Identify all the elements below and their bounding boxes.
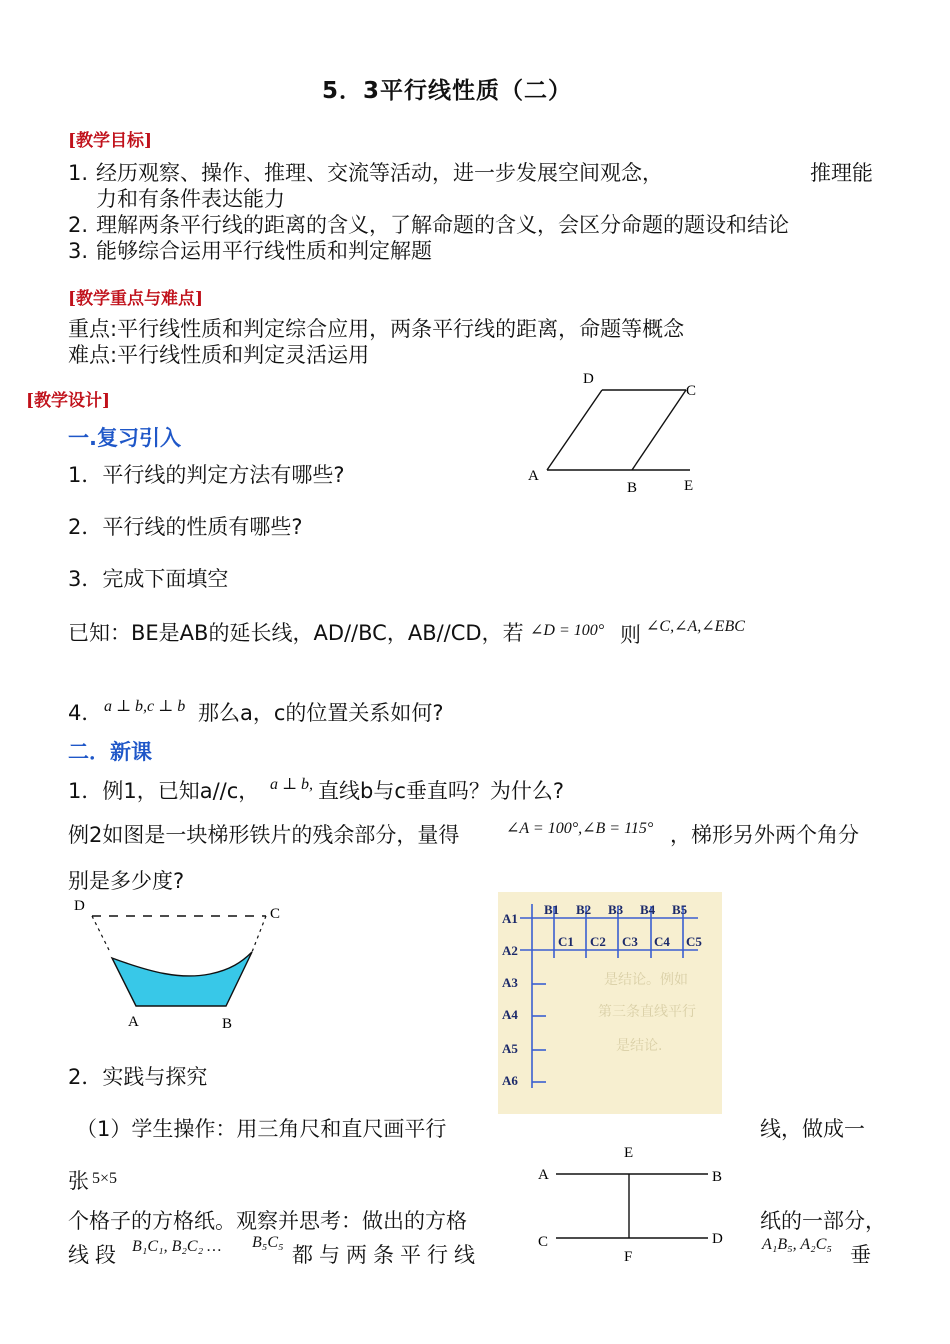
- key-point: 重点:平行线性质和判定综合应用，两条平行线的距离，命题等概念: [68, 317, 685, 341]
- known-math-1: ∠D = 100°: [530, 622, 605, 639]
- example-2-text: 例2如图是一块梯形铁片的残余部分，量得: [68, 823, 460, 847]
- question-3: 3．完成下面填空: [68, 567, 229, 591]
- practice-heading: 2．实践与探究: [68, 1065, 208, 1089]
- question-4-num: 4．: [68, 701, 103, 725]
- grid-b3: B3: [608, 902, 624, 917]
- section-design: [教学设计]: [26, 391, 111, 411]
- grid-a5: A5: [502, 1041, 518, 1056]
- operation-text: （1）学生操作：用三角尺和直尺画平行: [76, 1117, 447, 1141]
- part1-heading: 一.复习引入: [68, 426, 181, 450]
- question-4-math: a ⊥ b,c ⊥ b: [104, 698, 186, 715]
- example-2-text-b: ，梯形另外两个角分: [670, 823, 859, 847]
- grid-b4: B4: [640, 902, 656, 917]
- parallel-lines-math: A₁B₅, A₂C₅: [762, 1236, 832, 1253]
- label-b: B: [627, 480, 638, 496]
- operation-text-b: 线，做成一: [760, 1117, 865, 1141]
- page-title: 5．3平行线性质（二）: [322, 78, 573, 104]
- operation-line3: 个格子的方格纸。观察并思考：做出的方格: [68, 1209, 467, 1233]
- trapezoid-figure: [70, 894, 300, 1040]
- pl-label-b: B: [712, 1169, 723, 1185]
- part2-heading: 二．新课: [68, 740, 152, 764]
- grid-c2: C2: [590, 934, 606, 949]
- difficult-point: 难点:平行线性质和判定灵活运用: [68, 343, 370, 367]
- known-math-2: ∠C,∠A,∠EBC: [646, 618, 745, 635]
- segment-math: B₁C₁, B₂C₂ …: [132, 1238, 222, 1255]
- watermark-line-2: 第三条直线平行: [598, 1004, 696, 1020]
- pl-label-f: F: [624, 1249, 633, 1265]
- objective-2-num: 2.: [68, 213, 89, 237]
- trap-label-c: C: [270, 906, 281, 922]
- grid-c3: C3: [622, 934, 638, 949]
- objective-2-text: 理解两条平行线的距离的含义，了解命题的含义，会区分命题的题设和结论: [96, 213, 789, 237]
- trap-label-d: D: [74, 898, 85, 914]
- grid-a6: A6: [502, 1073, 518, 1088]
- example-1-text-b: 直线b与c垂直吗？为什么?: [318, 779, 565, 803]
- objective-1-text-b: 推理能: [810, 161, 873, 185]
- trap-label-b: B: [222, 1016, 233, 1032]
- parallel-lines-figure: [530, 1140, 740, 1270]
- label-a: A: [528, 468, 539, 484]
- grid-c5: C5: [686, 934, 702, 949]
- pl-label-e: E: [624, 1145, 634, 1161]
- grid-a2: A2: [502, 943, 518, 958]
- label-c: C: [686, 383, 697, 399]
- operation-line4-c: 垂: [850, 1243, 871, 1267]
- trap-label-a: A: [128, 1014, 139, 1030]
- objective-3-num: 3.: [68, 239, 89, 263]
- pl-label-c: C: [538, 1234, 549, 1250]
- label-d: D: [583, 371, 594, 387]
- grid-a4: A4: [502, 1007, 518, 1022]
- segment-math-2: B₅C₅: [252, 1234, 284, 1251]
- watermark-line-1: 是结论。例如: [604, 972, 688, 988]
- label-e: E: [684, 478, 694, 494]
- grid-a3: A3: [502, 975, 518, 990]
- objective-1-text: 经历观察、操作、推理、交流等活动，进一步发展空间观念，: [96, 161, 663, 185]
- question-1: 1．平行线的判定方法有哪些?: [68, 463, 345, 487]
- objective-1-num: 1.: [68, 161, 89, 185]
- pl-label-a: A: [538, 1167, 549, 1183]
- grid-c4: C4: [654, 934, 670, 949]
- operation-line3-b: 纸的一部分，: [760, 1209, 886, 1233]
- grid-size-math: 5×5: [92, 1170, 118, 1187]
- example-1-text: 1．例1，已知a//c，: [68, 779, 260, 803]
- operation-line2: 张: [68, 1169, 89, 1193]
- objective-3-text: 能够综合运用平行线性质和判定解题: [96, 239, 432, 263]
- known-then: 则: [620, 623, 641, 647]
- grid-b2: B2: [576, 902, 592, 917]
- objective-1-text-c: 力和有条件表达能力: [96, 187, 285, 211]
- grid-b5: B5: [672, 902, 688, 917]
- section-objectives: [教学目标]: [68, 131, 153, 151]
- question-2: 2．平行线的性质有哪些?: [68, 515, 303, 539]
- example-2-text-c: 别是多少度?: [68, 869, 185, 893]
- section-keypoints: [教学重点与难点]: [68, 289, 204, 309]
- grid-b1: B1: [544, 902, 560, 917]
- pl-label-d: D: [712, 1231, 723, 1247]
- parallelogram-figure: [520, 366, 720, 502]
- example-2-math: ∠A = 100°,∠B = 115°: [506, 820, 654, 837]
- question-4-text: 那么a，c的位置关系如何?: [198, 701, 444, 725]
- operation-line4: 线段: [68, 1243, 122, 1267]
- watermark-line-3: 是结论.: [616, 1038, 663, 1054]
- operation-line4-b: 都与两条平行线: [292, 1243, 481, 1267]
- known-text: 已知：BE是AB的延长线，AD//BC，AB//CD，若: [68, 621, 524, 645]
- grid-a1: A1: [502, 911, 518, 926]
- grid-c1: C1: [558, 934, 574, 949]
- example-1-math: a ⊥ b,: [270, 776, 314, 793]
- grid-paper-image: [498, 892, 722, 1114]
